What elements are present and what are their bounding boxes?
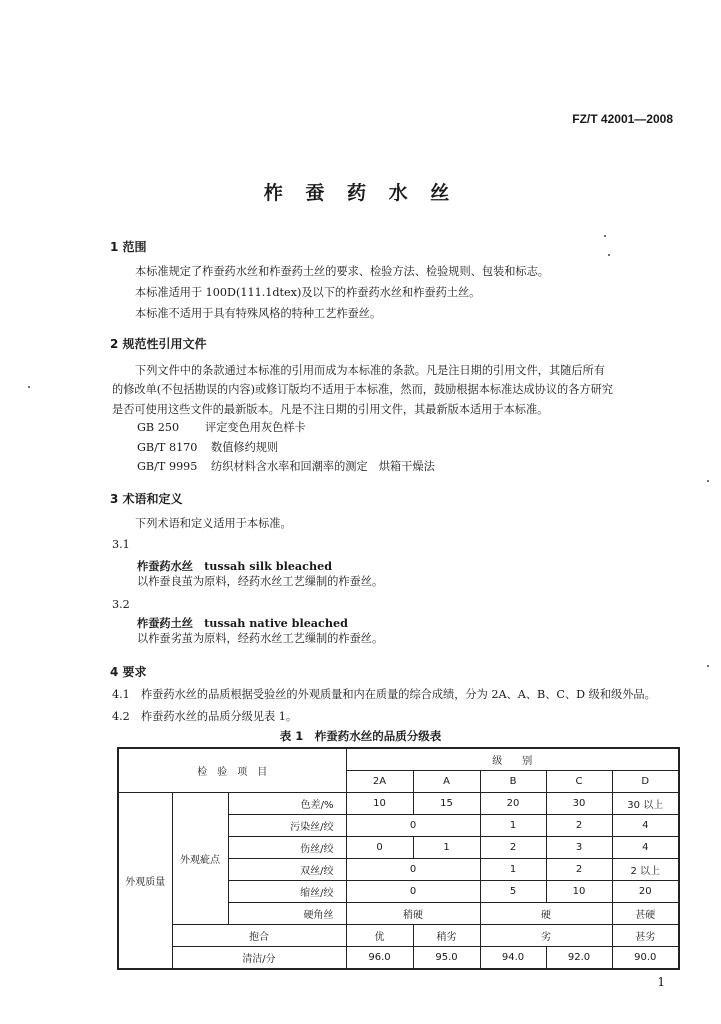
section-1-heading: 1 范围 [110,240,147,254]
cell-value: 2 [546,859,612,881]
row-label: 伤丝/绞 [228,837,346,859]
section-2-intro-line: 的修改单(不包括勘误的内容)或修订版均不适用于本标准，然而，鼓励根据本标准达成协议的各方研究 [112,383,613,396]
row-label: 污染丝/绞 [228,815,346,837]
cell-value: 92.0 [546,947,612,970]
cell-value: 1 [480,859,546,881]
table-caption: 表 1 柞蚕药水丝的品质分级表 [279,729,442,743]
cell-value: 90.0 [612,947,679,970]
section-1-paragraph: 本标准适用于 100D(111.1dtex)及以下的柞蚕药水丝和柞蚕药土丝。 [135,286,481,299]
cell-value: 2 [546,815,612,837]
cell-value: 3 [546,837,612,859]
cell-value: 4 [612,837,679,859]
cell-value: 4 [612,815,679,837]
cell-value: 30 以上 [612,793,679,815]
scan-speck [604,235,606,237]
term-name: 柞蚕药土丝 tussah native bleached [137,616,348,630]
cell-value: 稍硬 [346,903,480,925]
cell-value: 94.0 [480,947,546,970]
cell-value: 96.0 [346,947,413,970]
reference-code: GB 250 [137,421,180,434]
section-1-paragraph: 本标准规定了柞蚕药水丝和柞蚕药土丝的要求、检验方法、检验规则、包装和标志。 [135,265,549,278]
table-header-row [118,748,679,771]
table-row [118,925,679,947]
cell-value: 硬 [480,903,612,925]
cell-value: 5 [480,881,546,903]
term-number: 3.1 [112,538,130,551]
header-inspection-item: 检 验 项 目 [118,748,346,793]
term-number: 3.2 [112,598,130,611]
cell-value: 劣 [480,925,612,947]
section-3-intro: 下列术语和定义适用于本标准。 [135,517,292,530]
cell-value: 10 [546,881,612,903]
document-title: 柞 蚕 药 水 丝 [263,182,458,204]
cell-value: 优 [346,925,413,947]
standard-code: FZ/T 42001—2008 [572,112,673,126]
cell-value: 2 以上 [612,859,679,881]
cell-value: 甚劣 [612,925,679,947]
term-definition: 以柞蚕劣茧为原料，经药水丝工艺缫制的柞蚕丝。 [137,632,384,645]
cell-value: 20 [480,793,546,815]
section-3-heading: 3 术语和定义 [110,492,183,506]
row-label: 抱合 [172,925,346,947]
scan-speck [28,386,30,388]
section-2-intro-line: 是否可使用这些文件的最新版本。凡是不注日期的引用文件，其最新版本适用于本标准。 [112,403,549,416]
cell-value: 20 [612,881,679,903]
section-2-heading: 2 规范性引用文件 [110,337,207,351]
grade-b: B [480,771,546,793]
grade-d: D [612,771,679,793]
cell-value: 0 [346,815,480,837]
row-label: 缩丝/绞 [228,881,346,903]
cell-value: 10 [346,793,413,815]
grade-c: C [546,771,612,793]
row-label: 色差/% [228,793,346,815]
requirement-item: 4.2 柞蚕药水丝的品质分级见表 1。 [112,710,298,723]
scan-speck [707,665,709,667]
cell-value: 15 [413,793,480,815]
row-label: 硬角丝 [228,903,346,925]
group-appearance-quality: 外观质量 [118,793,172,970]
cell-value: 30 [546,793,612,815]
grade-a: A [413,771,480,793]
header-grade: 级 别 [346,748,679,771]
requirement-item: 4.1 柞蚕药水丝的品质根据受验丝的外观质量和内在质量的综合成绩，分为 2A、A、B、C、D 级和级外品。 [112,688,656,701]
term-definition: 以柞蚕良茧为原料，经药水丝工艺缫制的柞蚕丝。 [137,575,384,588]
cell-value: 95.0 [413,947,480,970]
section-4-heading: 4 要求 [110,665,147,679]
cell-value: 稍劣 [413,925,480,947]
cell-value: 0 [346,881,480,903]
cell-value: 1 [413,837,480,859]
cell-value: 1 [480,815,546,837]
scan-speck [707,480,709,482]
table-row [118,947,679,970]
cell-value: 0 [346,837,413,859]
reference-code: GB/T 8170 [137,441,198,454]
grade-2a: 2A [346,771,413,793]
section-1-paragraph: 本标准不适用于具有特殊风格的特种工艺柞蚕丝。 [135,307,382,320]
reference-title: 纺织材料含水率和回潮率的测定 烘箱干燥法 [211,460,435,473]
page-number: 1 [657,975,665,989]
table-row [118,793,679,815]
quality-grade-table [117,747,680,970]
section-2-intro-line: 下列文件中的条款通过本标准的引用而成为本标准的条款。凡是注日期的引用文件，其随后所有 [135,364,605,377]
cell-value: 0 [346,859,480,881]
cell-value: 甚硬 [612,903,679,925]
term-name: 柞蚕药水丝 tussah silk bleached [137,559,333,573]
scan-speck [608,254,610,256]
row-label: 双丝/绞 [228,859,346,881]
group-appearance-defects: 外观疵点 [172,793,228,925]
reference-title: 数值修约规则 [211,441,279,454]
cell-value: 2 [480,837,546,859]
reference-title: 评定变色用灰色样卡 [205,421,306,434]
reference-code: GB/T 9995 [137,460,198,473]
row-label: 清洁/分 [172,947,346,970]
